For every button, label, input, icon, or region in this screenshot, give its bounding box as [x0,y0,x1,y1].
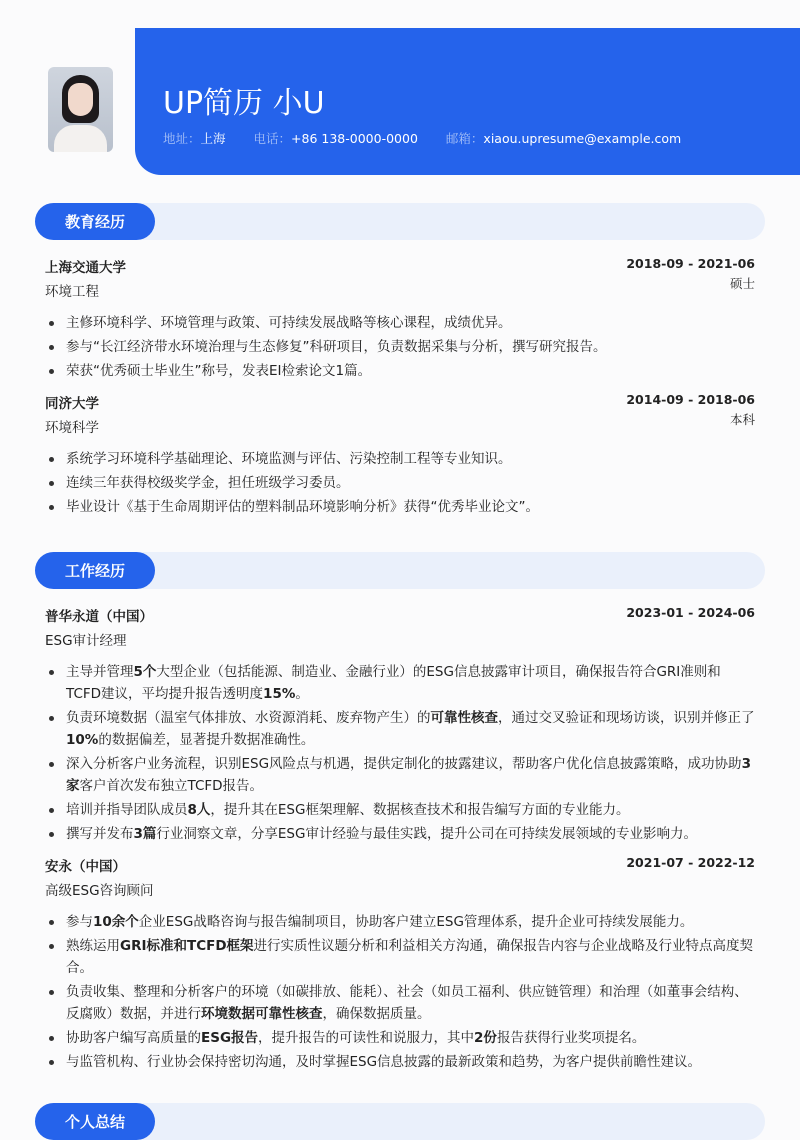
section-header [35,1103,765,1140]
bullet-item [45,1027,755,1049]
entry-title: 安永（中国） [45,859,126,875]
bullet-item [45,360,755,382]
text: 协助客户编写高质量的 [66,1030,201,1046]
entry-subtitle-row [45,276,755,300]
entry-date: 2014-09 - 2018-06 [626,392,755,407]
text: 系统学习环境科学基础理论、环境监测与评估、污染控制工程等专业知识。 [66,451,512,467]
bold-text: 2份 [474,1030,497,1046]
text: ，通过交叉验证和现场访谈，识别并修正了 [498,710,755,726]
phone-label: 电话： [253,131,292,146]
section-header [35,552,765,589]
bullet-item [45,336,755,358]
section-0 [35,203,765,520]
section-header [35,203,765,240]
text: 负责环境数据（温室气体排放、水资源消耗、废弃物产生）的 [66,710,431,726]
avatar-photo [48,67,113,152]
entry [35,855,765,1073]
entry-header [45,605,755,625]
bullet-item [45,935,755,979]
text: 参与“长江经济带水环境治理与生态修复”科研项目，负责数据采集与分析，撰写研究报告。 [66,339,607,355]
entry-date: 2023-01 - 2024-06 [626,605,755,620]
text: 培训并指导团队成员 [66,802,188,818]
bullet-list [45,448,755,518]
entry [35,392,765,518]
text: 负责收集、整理和分析客户的环境（如碳排放、能耗）、社会（如员工福利、供应链管理）和治理（如董事会结构、反腐败）数据，并进行 [66,984,748,1022]
text: 参与 [66,914,93,930]
entry-header [45,392,755,412]
bold-text: 3篇 [133,826,157,842]
text: 客户首次发布独立TCFD报告。 [79,778,264,794]
address: 上海 [200,131,226,146]
bullet-item [45,911,755,933]
bullet-item [45,753,755,797]
bullet-item [45,661,755,705]
text: 荣获“优秀硕士毕业生”称号，发表EI检索论文1篇。 [66,363,372,379]
entry-degree: 硕士 [729,276,755,291]
entry-subtitle-row [45,879,755,899]
text: 主导并管理 [66,664,134,680]
text: 与监管机构、行业协会保持密切沟通，及时掌握ESG信息披露的最新政策和趋势，为客户提供前瞻性建议。 [66,1054,702,1070]
bullet-item [45,472,755,494]
section-1 [35,552,765,1075]
bullet-item [45,981,755,1025]
bold-text: 环境数据可靠性核查 [201,1006,323,1022]
entry-header [45,855,755,875]
text: 的数据偏差，显著提升数据准确性。 [98,732,315,748]
bold-text: 3家 [66,756,751,794]
bullet-item [45,312,755,334]
bullet-item [45,1051,755,1073]
section-2 [35,1103,765,1140]
entry-degree: 本科 [729,412,755,427]
text: ，提升报告的可读性和说服力，其中 [258,1030,475,1046]
text: 连续三年获得校级奖学金，担任班级学习委员。 [66,475,350,491]
text: ，提升其在ESG框架理解、数据核查技术和报告编写方面的专业能力。 [210,802,630,818]
text: 深入分析客户业务流程，识别ESG风险点与机遇，提供定制化的披露建议，帮助客户优化信息披露策略，成功协助 [66,756,742,772]
entry-subtitle: 环境工程 [45,284,99,300]
bold-text: 10% [66,732,99,748]
bold-text: 5个 [133,664,157,680]
entry-title: 上海交通大学 [45,260,126,276]
entry-date: 2021-07 - 2022-12 [626,855,755,870]
text: 熟练运用 [66,938,120,954]
phone: +86 138-0000-0000 [291,131,418,146]
entry-subtitle-row [45,412,755,436]
text: 毕业设计《基于生命周期评估的塑料制品环境影响分析》获得“优秀毕业论文”。 [66,499,539,515]
entry-subtitle-row [45,629,755,649]
entry-date: 2018-09 - 2021-06 [626,256,755,271]
section-title: 个人总结 [35,1103,155,1140]
text: 主修环境科学、环境管理与政策、可持续发展战略等核心课程，成绩优异。 [66,315,512,331]
text: 。 [295,686,309,702]
bold-text: 8人 [187,802,211,818]
bullet-item [45,448,755,470]
entry [35,605,765,845]
text: 进行实质性议题分析和利益相关方沟通，确保报告内容与企业战略及行业特点高度契合。 [66,938,754,976]
entry-subtitle: 环境科学 [45,420,99,436]
bold-text: 10余个 [93,914,139,930]
bold-text: ESG报告 [201,1030,259,1046]
text: ，确保数据质量。 [322,1006,431,1022]
bullet-item [45,799,755,821]
entry-subtitle: 高级ESG咨询顾问 [45,883,154,899]
text: 行业洞察文章，分享ESG审计经验与最佳实践，提升公司在可持续发展领域的专业影响力。 [156,826,697,842]
bullet-item [45,823,755,845]
email: xiaou.upresume@example.com [483,131,682,146]
candidate-name: UP简历 小U [163,86,325,121]
bullet-list [45,911,755,1073]
entry-header [45,256,755,276]
bold-text: GRI标准和TCFD框架 [120,938,254,954]
bullet-item [45,496,755,518]
text: 企业ESG战略咨询与报告编制项目，协助客户建立ESG管理体系，提升企业可持续发展能力。 [138,914,694,930]
entry-title: 普华永道（中国） [45,609,153,625]
text: 报告获得行业奖项提名。 [496,1030,646,1046]
address-label: 地址： [163,131,201,146]
bullet-list [45,312,755,382]
bullet-list [45,661,755,845]
entry-title: 同济大学 [45,396,99,412]
section-title: 工作经历 [35,552,155,589]
bold-text: 15% [263,686,296,702]
contact-info [163,129,681,147]
bold-text: 可靠性核查 [430,710,498,726]
bullet-item [45,707,755,751]
section-title: 教育经历 [35,203,155,240]
entry [35,256,765,382]
entry-subtitle: ESG审计经理 [45,633,127,649]
email-label: 邮箱： [445,131,484,146]
text: 撰写并发布 [66,826,134,842]
text: 大型企业（包括能源、制造业、金融行业）的ESG信息披露审计项目，确保报告符合GRI准则和TCFD建议，平均提升报告透明度 [66,664,721,702]
